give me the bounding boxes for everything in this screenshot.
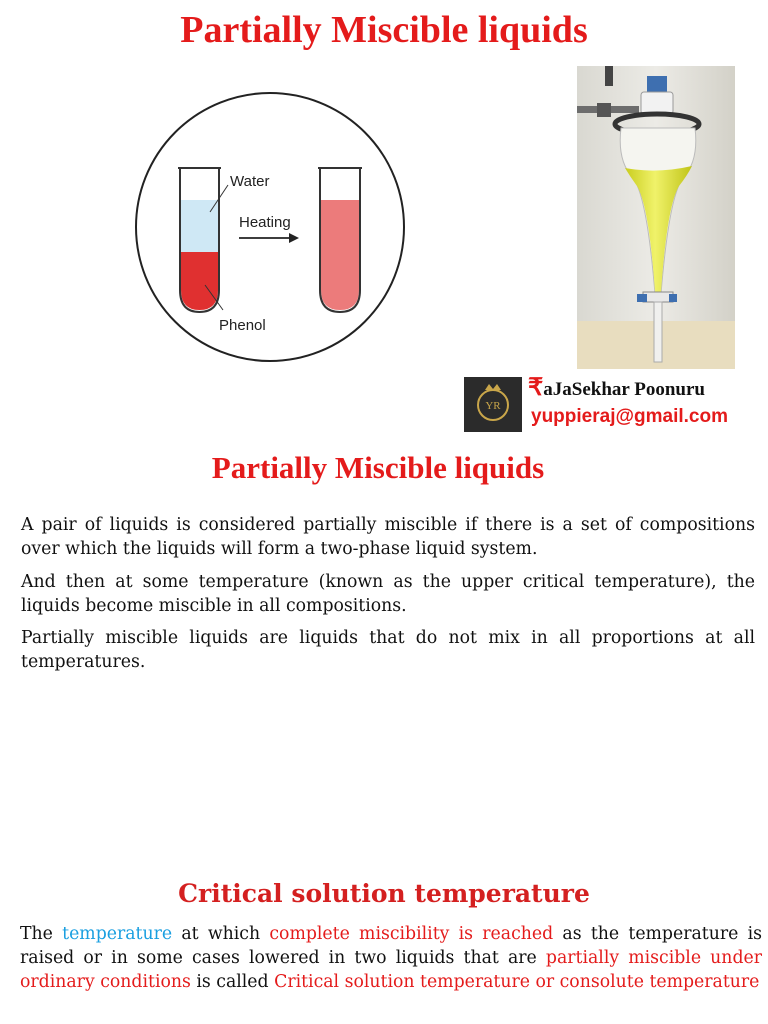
cst-highlight-miscibility: complete miscibility is reached	[269, 924, 554, 944]
cst-highlight-partially-miscible: partially miscible under ordinary conditions	[20, 948, 762, 992]
author-logo	[464, 377, 522, 432]
cst-text: as the temperature is raised or in some cases lowered in two liquids that are	[20, 924, 762, 968]
cst-heading: Critical solution temperature	[178, 879, 590, 908]
separatory-funnel-photo	[577, 66, 735, 369]
author-name-text: aJaSekhar Poonuru	[543, 379, 705, 400]
author-name	[528, 373, 705, 402]
section-title: Partially Miscible liquids	[211, 450, 545, 485]
page-title: Partially Miscible liquids	[180, 9, 588, 51]
paragraph-definition: A pair of liquids is considered partially miscible if there is a set of compositions over which the liquids will form a two-phase liquid system.	[21, 515, 755, 559]
paragraph-summary: Partially miscible liquids are liquids that do not mix in all proportions at all temperatures.	[21, 628, 755, 672]
cst-paragraph	[20, 922, 762, 994]
left-test-tube	[178, 168, 221, 312]
test-tube-diagram	[133, 90, 408, 365]
rupee-icon: ₹	[528, 375, 544, 401]
cst-text: is called	[190, 972, 275, 992]
phenol-label: Phenol	[219, 317, 266, 334]
cst-text: at which	[172, 924, 270, 944]
water-label: Water	[230, 173, 270, 190]
logo-text: YR	[485, 400, 501, 412]
heating-label: Heating	[239, 214, 291, 231]
cst-highlight-term: Critical solution temperature or consolute temperature	[274, 972, 760, 992]
paragraph-critical-temperature: And then at some temperature (known as the upper critical temperature), the liquids become miscible in all compositions.	[21, 572, 755, 616]
cst-text: The	[20, 924, 63, 944]
author-email: yuppieraj@gmail.com	[531, 406, 728, 427]
cst-highlight-temperature: temperature	[62, 924, 173, 944]
